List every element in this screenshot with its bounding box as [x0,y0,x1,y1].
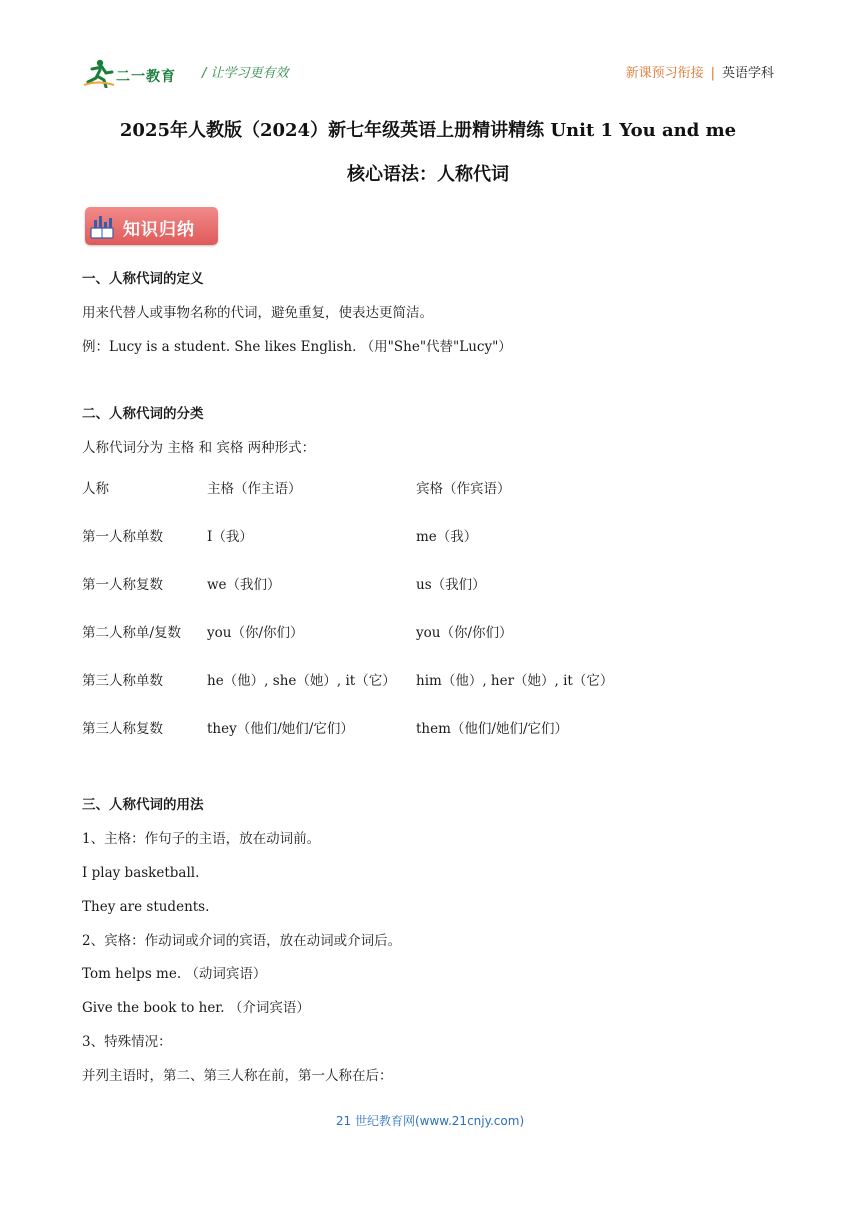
section3-line: Give the book to her. （介词宾语） [82,1000,310,1016]
table-header-cell: 宾格（作宾语） [416,481,511,497]
table-cell: they（他们/她们/它们） [207,721,354,737]
logo-text: 二一教育 [116,69,176,85]
table-cell: 第二人称单/复数 [82,625,182,641]
section3-line: 3、特殊情况： [82,1034,172,1050]
table-cell: he（他）, she（她）, it（它） [207,673,396,689]
knowledge-summary-badge [85,207,218,245]
header-separator: | [710,66,715,81]
section2-intro: 人称代词分为 主格 和 宾格 两种形式： [82,440,316,456]
page-footer: 21 世纪教育网(www.21cnjy.com) [335,1114,525,1128]
table-cell: them（他们/她们/它们） [416,721,569,737]
table-cell: I（我） [207,529,253,545]
table-cell: we（我们） [207,577,281,593]
runner-icon [82,58,116,88]
table-cell: me（我） [416,529,478,545]
table-header-cell: 主格（作主语） [207,481,302,497]
subject-tag: 英语学科 [721,66,774,81]
book-chart-icon [89,212,115,240]
table-cell: 第一人称复数 [82,577,163,593]
brand-logo [82,58,192,88]
section3-heading: 三、人称代词的用法 [82,797,204,813]
section1-definition: 用来代替人或事物名称的代词，避免重复，使表达更简洁。 [82,305,433,321]
section1-heading: 一、人称代词的定义 [82,271,204,287]
header-right [626,62,774,81]
table-cell: you（你/你们） [416,625,513,641]
table-cell: us（我们） [416,577,486,593]
badge-label: 知识归纳 [123,220,195,240]
table-cell: him（他）, her（她）, it（它） [416,673,614,689]
table-cell: 第一人称单数 [82,529,163,545]
section3-line: 并列主语时，第二、第三人称在前，第一人称在后： [82,1068,393,1084]
section3-line: Tom helps me. （动词宾语） [82,966,267,982]
page-header [82,54,774,88]
section1-example: 例：Lucy is a student. She likes English. （用"She"代替"Lucy"） [82,339,512,355]
table-cell: you（你/你们） [207,625,304,641]
slogan: / 让学习更有效 [202,66,289,81]
table-cell: 第三人称单数 [82,673,163,689]
document-title: 2025年人教版（2024）新七年级英语上册精讲精练 Unit 1 You and me [119,120,737,141]
section3-line: 1、主格：作句子的主语，放在动词前。 [82,831,321,847]
table-cell: 第三人称复数 [82,721,163,737]
section3-line: 2、宾格：作动词或介词的宾语，放在动词或介词后。 [82,933,402,949]
section2-heading: 二、人称代词的分类 [82,406,204,422]
table-header-cell: 人称 [82,481,109,497]
course-tag: 新课预习衔接 [625,66,704,81]
section3-line: They are students. [82,899,210,915]
section3-line: I play basketball. [82,865,200,881]
document-subtitle: 核心语法：人称代词 [347,164,509,185]
